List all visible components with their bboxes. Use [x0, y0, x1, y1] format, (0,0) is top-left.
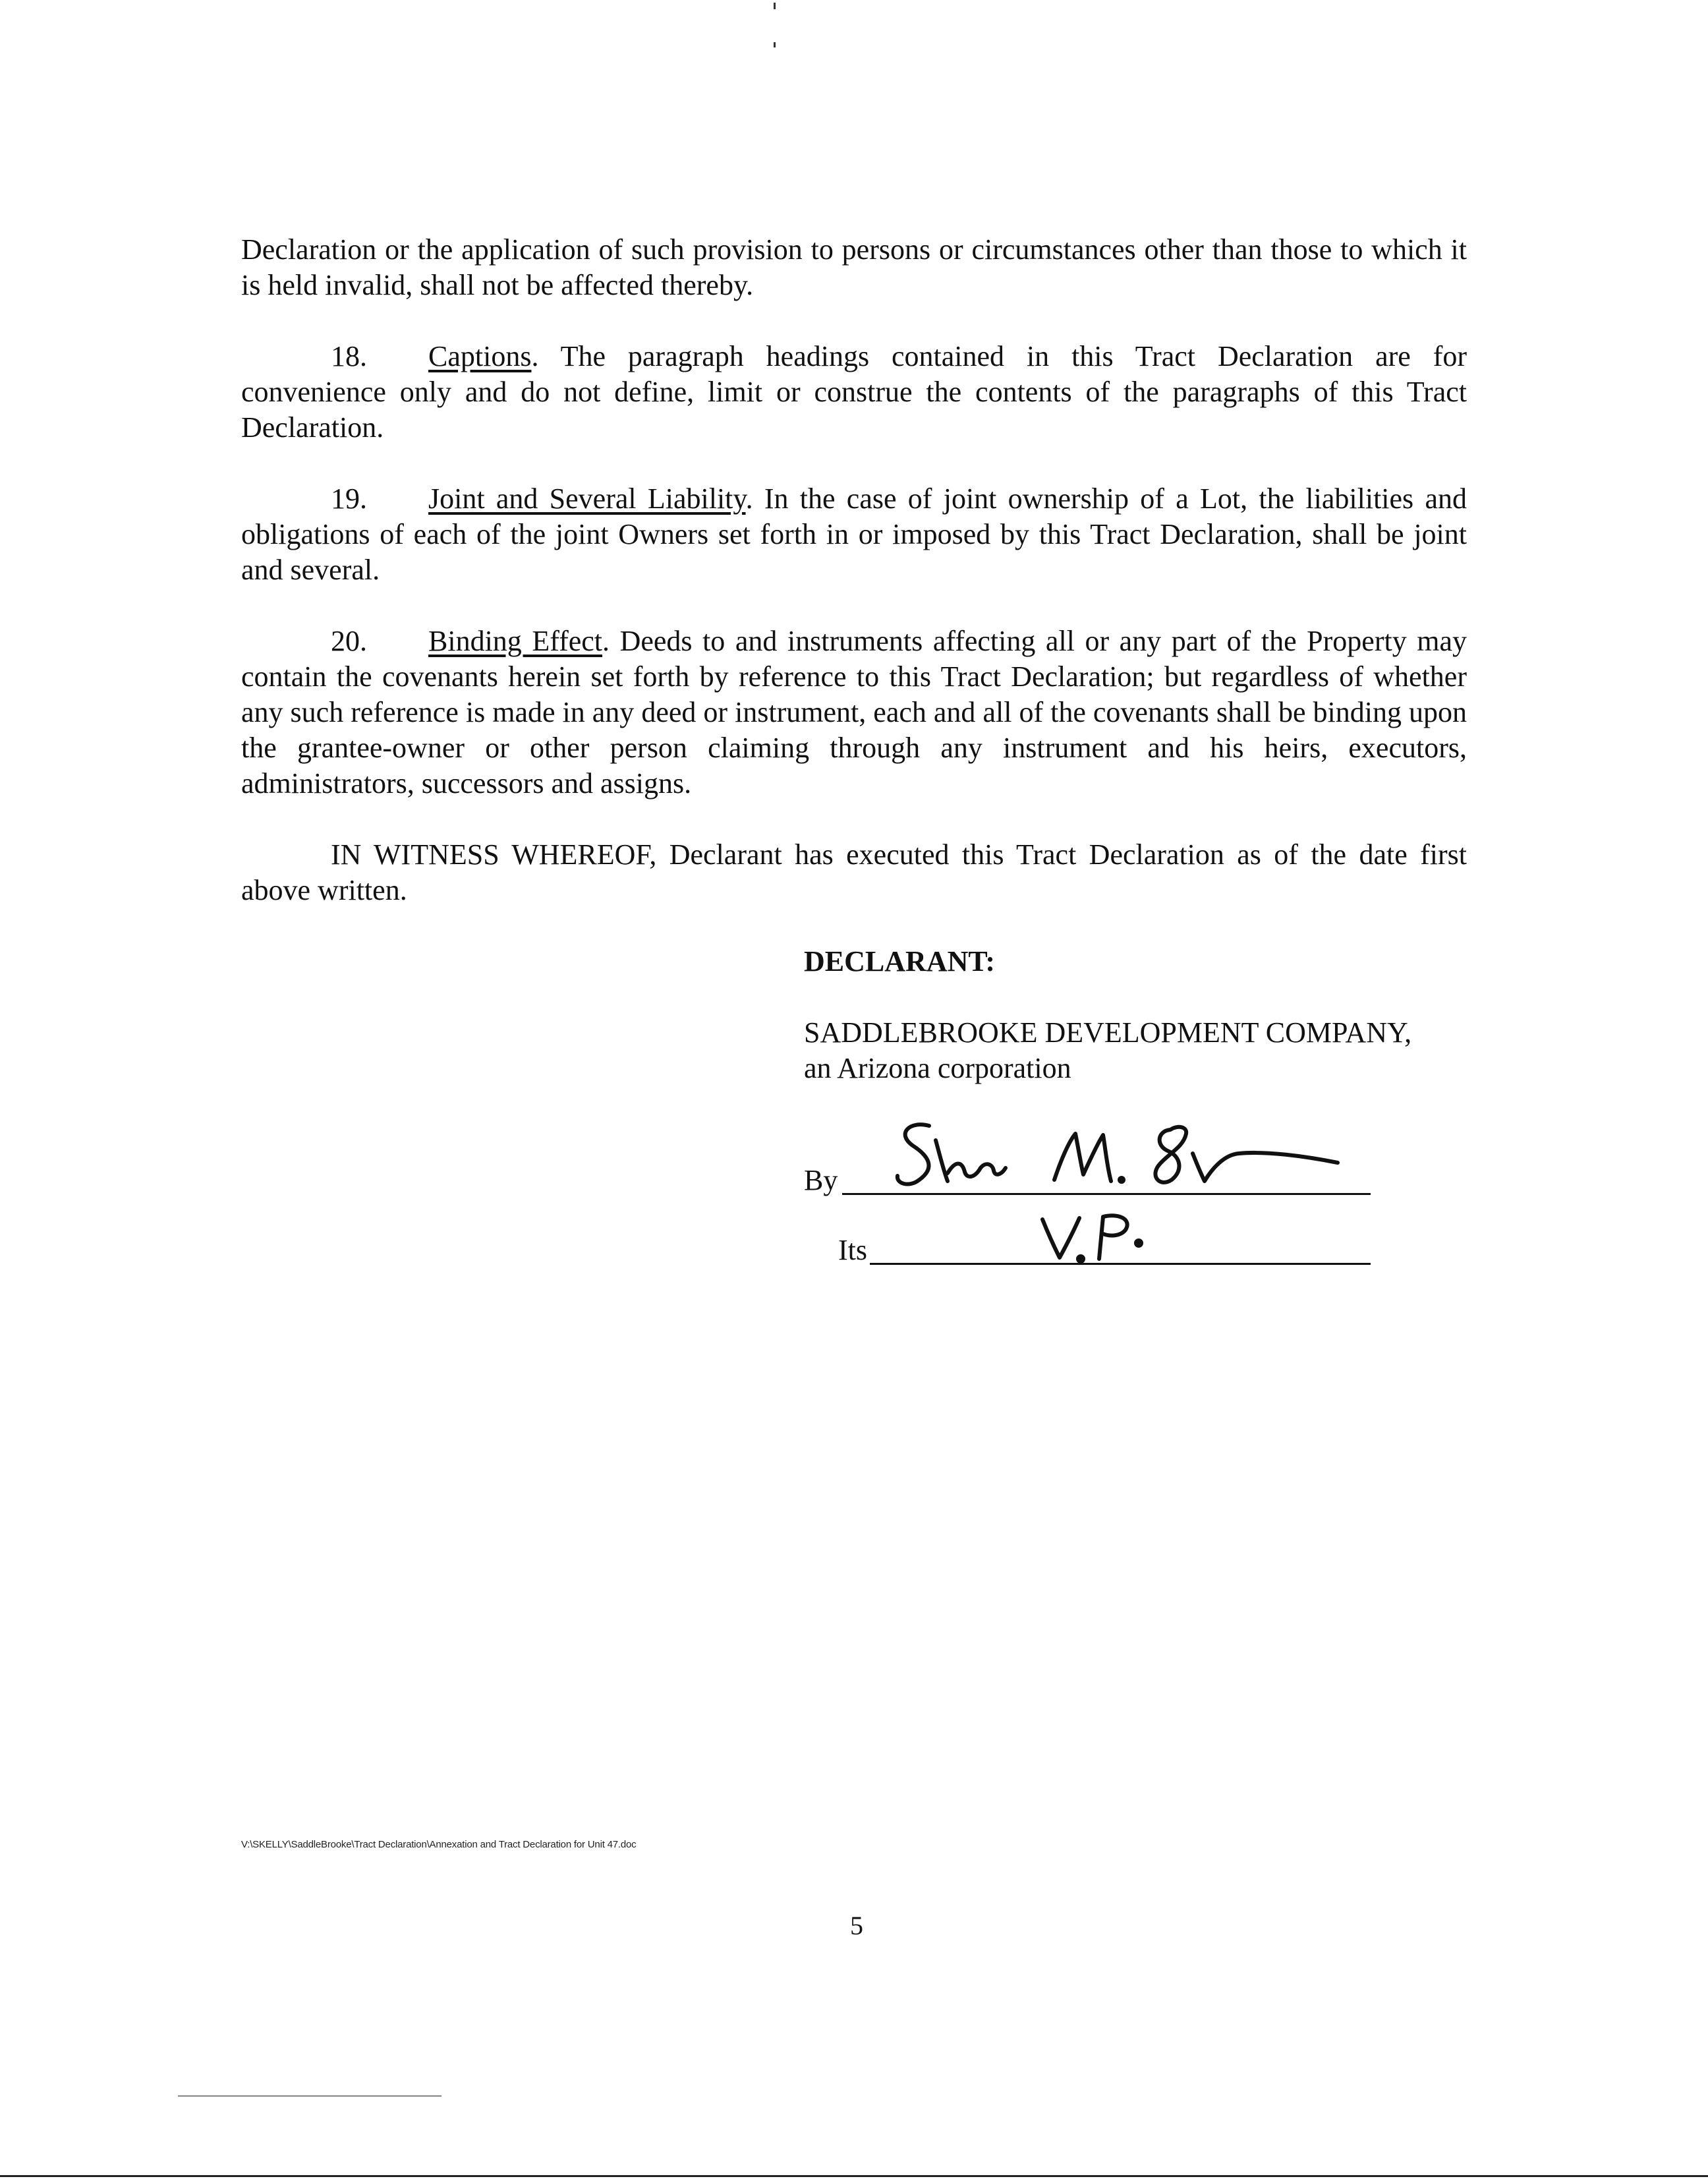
company-type: an Arizona corporation	[804, 1052, 1071, 1084]
page-number: 5	[850, 1911, 863, 1940]
section-number: 18.	[331, 340, 367, 372]
scan-artifact	[774, 42, 776, 47]
section-18	[241, 339, 1467, 446]
witness-clause	[241, 837, 1467, 908]
scan-artifact	[774, 3, 776, 9]
footer-file-path: V:\SKELLY\SaddleBrooke\Tract Declaration\Annexation and Tract Declaration for Unit 47.doc	[241, 1839, 637, 1850]
its-label: Its	[838, 1234, 867, 1266]
section-text: . The paragraph headings contained in this Tract Declaration are for convenience only and do not define, limit or construe the contents of the paragraphs of this Tract Declaration.	[241, 340, 1467, 444]
section-heading: Binding Effect	[428, 625, 603, 657]
by-label: By	[804, 1164, 838, 1196]
section-19	[241, 481, 1467, 588]
section-20	[241, 624, 1467, 801]
witness-clause-text: IN WITNESS WHEREOF, Declarant has executed this Tract Declaration as of the date first above written.	[241, 838, 1467, 906]
section-number: 20.	[331, 625, 367, 657]
section-heading: Captions	[428, 340, 532, 372]
paragraph-intro	[241, 232, 1467, 303]
section-text: . Deeds to and instruments affecting all or any part of the Property may contain the covenants herein set forth by reference to this Tract Declaration; but regardless of whether any such reference is made in any deed or instrument, each and all of the covenants shall be binding upon the grantee-owner or other person claiming through any instrument and his heirs, executors, administrators, successors and assigns.	[241, 625, 1467, 800]
section-text: . In the case of joint ownership of a Lot, the liabilities and obligations of each of the joint Owners set forth in or imposed by this Tract Declaration, shall be joint and several.	[241, 482, 1467, 586]
handwritten-title	[1033, 1206, 1152, 1266]
section-number: 19.	[331, 482, 367, 515]
company-name: SADDLEBROOKE DEVELOPMENT COMPANY,	[804, 1016, 1412, 1049]
handwritten-signature	[883, 1107, 1344, 1200]
section-heading: Joint and Several Liability	[428, 482, 746, 515]
scan-artifact	[178, 2095, 441, 2097]
declarant-label: DECLARANT:	[804, 945, 996, 977]
paragraph-intro-text: Declaration or the application of such provision to persons or circumstances other than those to which it is held invalid, shall not be affected thereby.	[241, 233, 1467, 301]
bottom-scan-rule	[0, 2175, 1708, 2177]
